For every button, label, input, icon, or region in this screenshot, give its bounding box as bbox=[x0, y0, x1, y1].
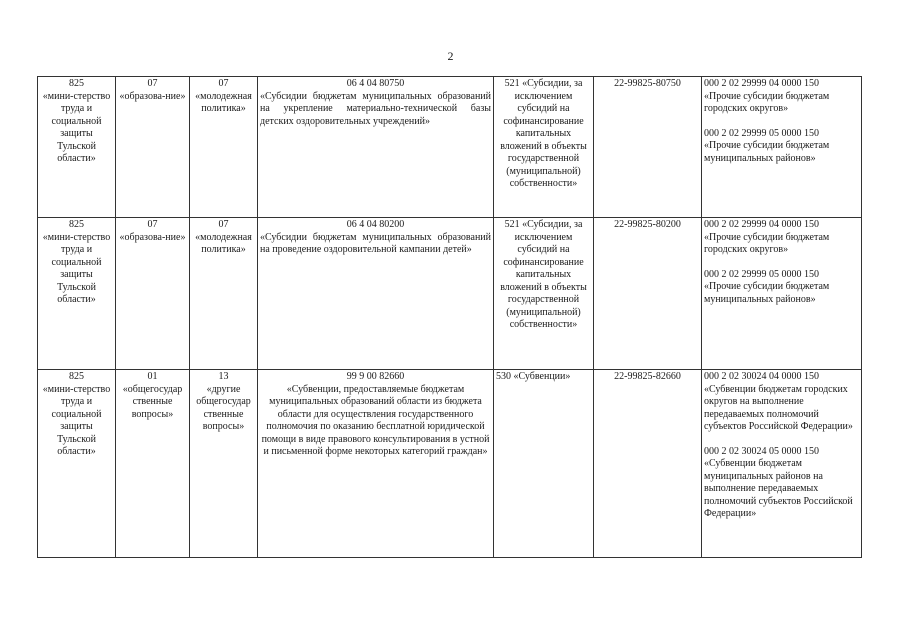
target-code: 06 4 04 80200 bbox=[346, 219, 405, 230]
section-cell bbox=[116, 218, 190, 370]
expense-type: 521 «Субсидии, за исключением субсидий на софинансирование капитальных вложений в объекты государственной (муниципальной) собственности» bbox=[494, 218, 594, 370]
section-name: «образова-ние» bbox=[119, 90, 186, 102]
target-code: 06 4 04 80750 bbox=[346, 78, 405, 89]
table-row bbox=[38, 370, 862, 558]
target-cell bbox=[258, 370, 494, 558]
subsection-code: 07 bbox=[218, 78, 229, 89]
admin-name: «мини-стерство труда и социальной защиты Тульской области» bbox=[42, 383, 111, 457]
subsection-name: «другие общегосудар ственные вопросы» bbox=[196, 383, 251, 432]
admin-cell bbox=[38, 77, 116, 218]
revenue-name: «Прочие субсидии бюджетам городских округов» bbox=[704, 90, 830, 114]
admin-code: 825 bbox=[69, 78, 84, 89]
expense-type: 530 «Субвенции» bbox=[494, 370, 594, 558]
revenue-cell bbox=[702, 218, 862, 370]
budget-classification-table bbox=[37, 76, 862, 558]
subsection-code: 13 bbox=[218, 371, 229, 382]
admin-code: 825 bbox=[69, 371, 84, 382]
target-name: «Субсидии бюджетам муниципальных образований на укрепление материально-технической базы детских оздоровительных учреждений» bbox=[260, 90, 491, 127]
revenue-code: 000 2 02 29999 05 0000 150 bbox=[704, 127, 819, 139]
subsection-name: «молодежная политика» bbox=[195, 231, 252, 255]
section-code: 07 bbox=[147, 219, 158, 230]
revenue-cell bbox=[702, 370, 862, 558]
target-cell bbox=[258, 77, 494, 218]
reg-code: 22-99825-80750 bbox=[594, 77, 702, 218]
target-name: «Субсидии бюджетам муниципальных образований на проведение оздоровительной кампании детей» bbox=[260, 231, 491, 255]
section-name: «общегосудар ственные вопросы» bbox=[122, 383, 183, 420]
admin-cell bbox=[38, 218, 116, 370]
revenue-code: 000 2 02 29999 04 0000 150 bbox=[704, 219, 819, 230]
section-name: «образова-ние» bbox=[119, 231, 186, 243]
section-code: 01 bbox=[147, 371, 158, 382]
admin-name: «мини-стерство труда и социальной защиты Тульской области» bbox=[42, 90, 111, 164]
subsection-code: 07 bbox=[218, 219, 229, 230]
reg-code: 22-99825-82660 bbox=[594, 370, 702, 558]
reg-code: 22-99825-80200 bbox=[594, 218, 702, 370]
revenue-code: 000 2 02 29999 04 0000 150 bbox=[704, 78, 819, 89]
expense-type: 521 «Субсидии, за исключением субсидий на софинансирование капитальных вложений в объекты государственной (муниципальной) собственности» bbox=[494, 77, 594, 218]
revenue-name: «Прочие субсидии бюджетам городских округов» bbox=[704, 231, 830, 255]
revenue-code: 000 2 02 30024 05 0000 150 bbox=[704, 445, 819, 457]
revenue-name: «Прочие субсидии бюджетам муниципальных районов» bbox=[704, 281, 830, 305]
subsection-cell bbox=[190, 370, 258, 558]
section-cell bbox=[116, 370, 190, 558]
page-number: 2 bbox=[447, 49, 454, 63]
section-code: 07 bbox=[147, 78, 158, 89]
revenue-name: «Прочие субсидии бюджетам муниципальных районов» bbox=[704, 140, 830, 164]
admin-cell bbox=[38, 370, 116, 558]
revenue-code: 000 2 02 30024 04 0000 150 bbox=[704, 371, 819, 382]
target-cell bbox=[258, 218, 494, 370]
table-row bbox=[38, 77, 862, 218]
subsection-cell bbox=[190, 218, 258, 370]
table-row bbox=[38, 218, 862, 370]
admin-name: «мини-стерство труда и социальной защиты Тульской области» bbox=[42, 231, 111, 305]
subsection-name: «молодежная политика» bbox=[195, 90, 252, 114]
revenue-name: «Субвенции бюджетам муниципальных районов на выполнение передаваемых полномочий субъектов Российской Федерации» bbox=[704, 458, 853, 519]
section-cell bbox=[116, 77, 190, 218]
revenue-cell bbox=[702, 77, 862, 218]
target-code: 99 9 00 82660 bbox=[346, 371, 405, 382]
revenue-name: «Субвенции бюджетам городских округов на выполнение передаваемых полномочий субъектов Российской Федерации» bbox=[704, 383, 853, 432]
revenue-code: 000 2 02 29999 05 0000 150 bbox=[704, 268, 819, 280]
admin-code: 825 bbox=[69, 219, 84, 230]
target-name: «Субвенции, предоставляемые бюджетам муниципальных образований области из бюджета области для осуществления государственного полномочия по оказанию бесплатной юридической помощи в виде правового консультирования в устной и письменной форме некоторых категорий граждан» bbox=[261, 383, 490, 457]
subsection-cell bbox=[190, 77, 258, 218]
